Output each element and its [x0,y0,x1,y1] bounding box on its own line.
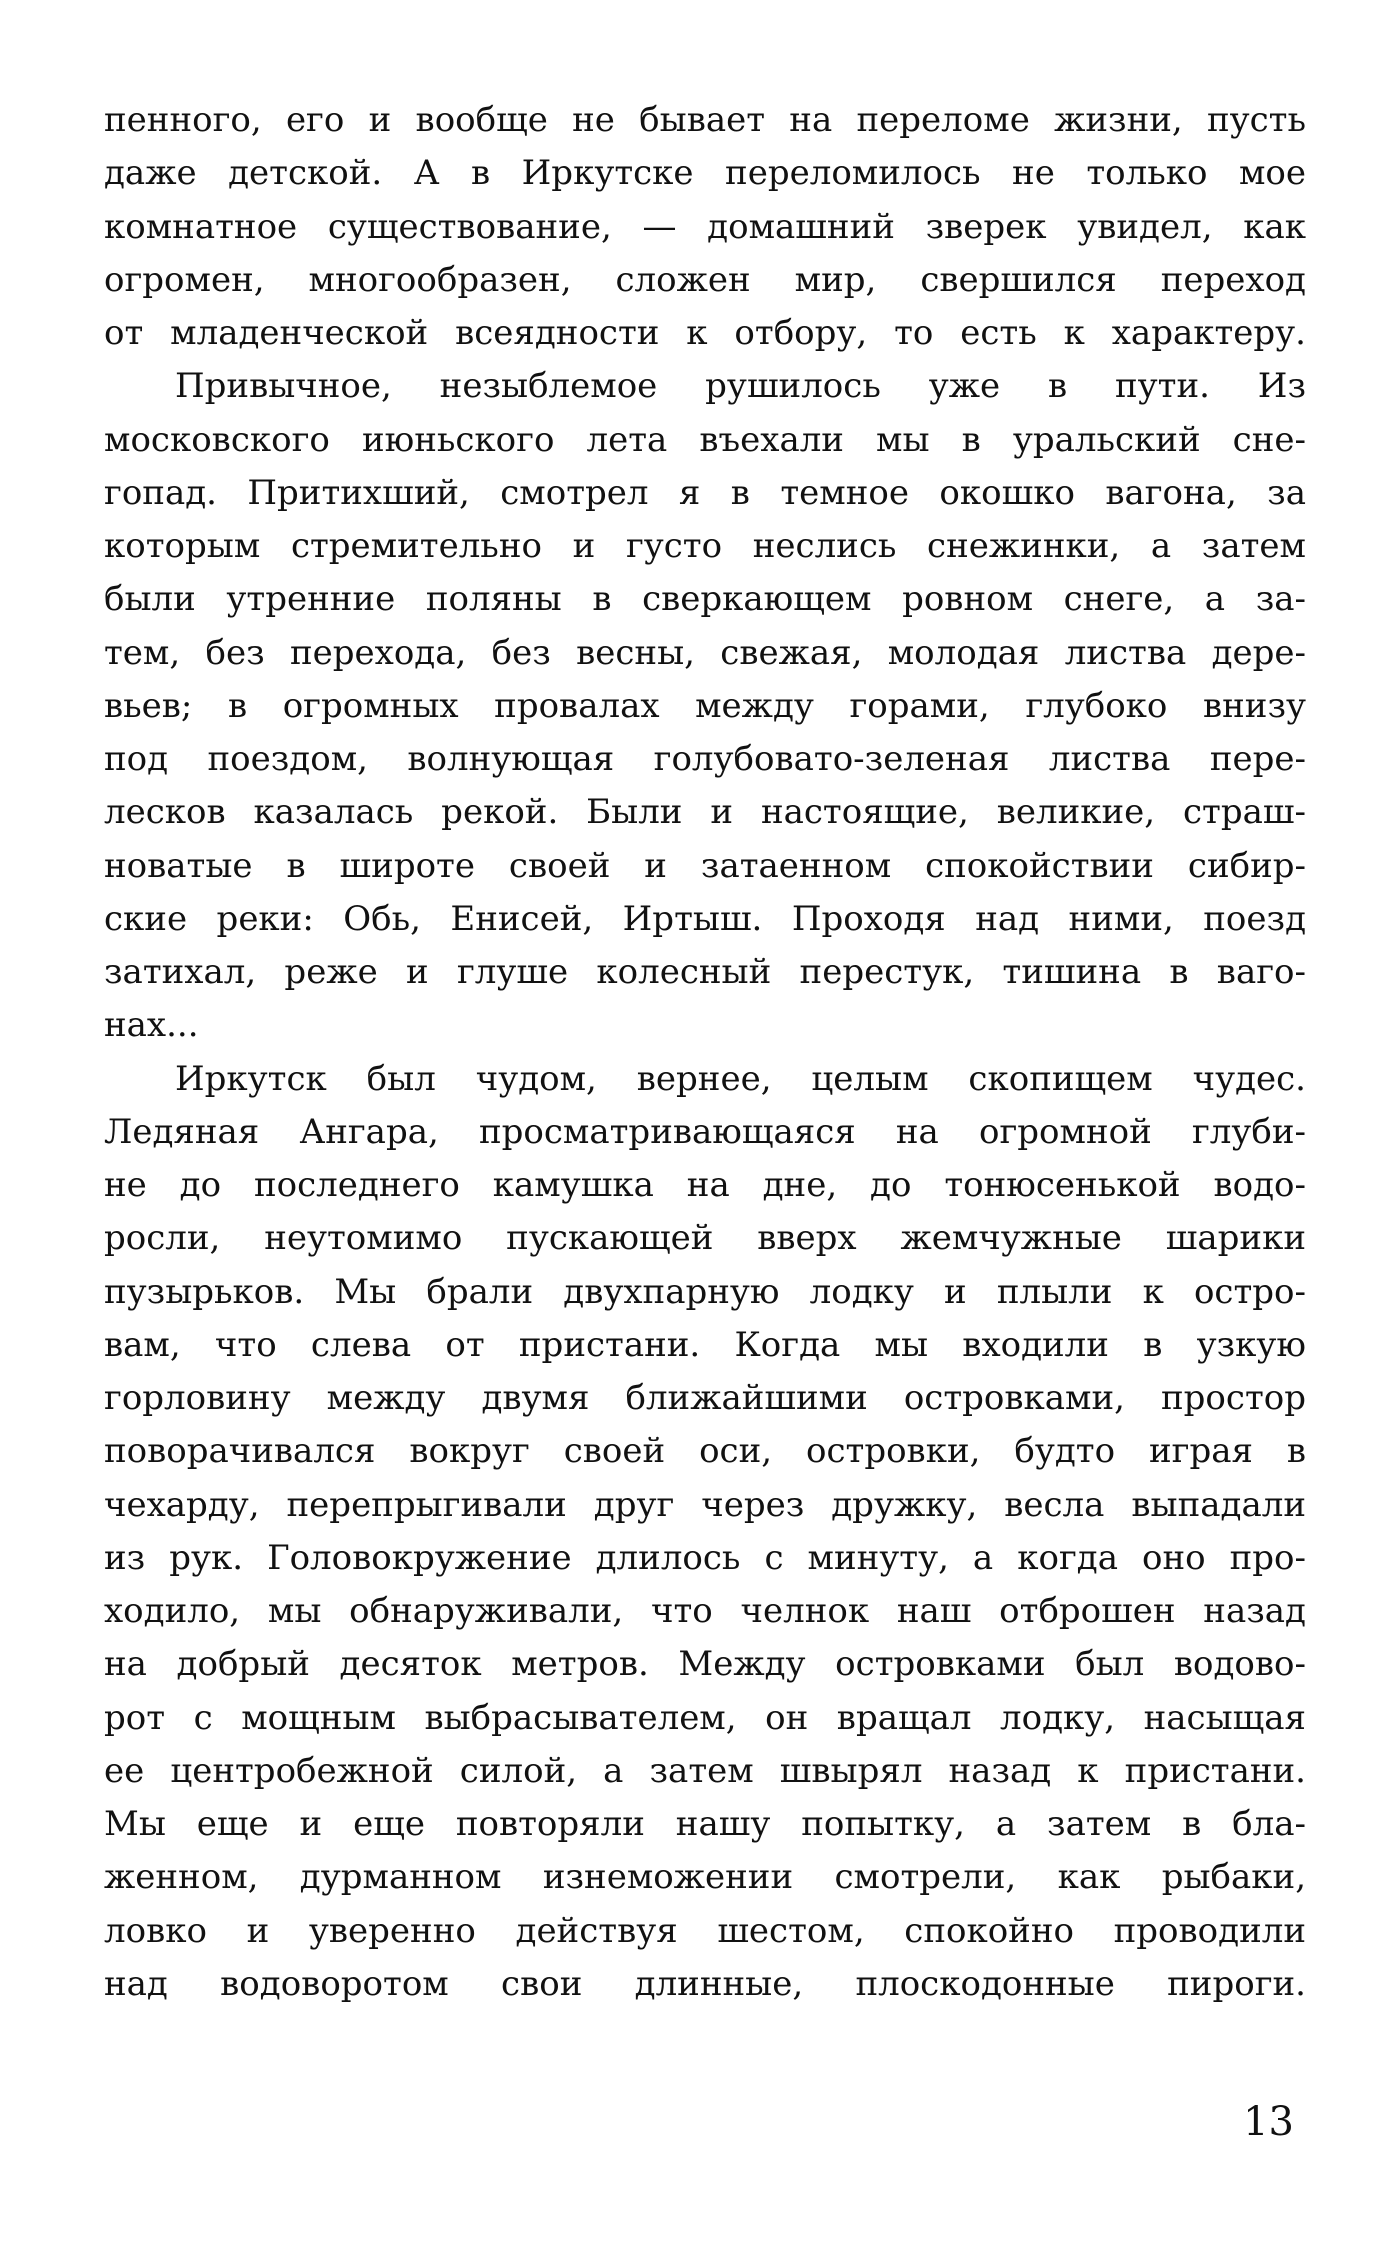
text-line: из рук. Головокружение длилось с минуту, а когда оно про- [104,1537,1306,1578]
text-line: на добрый десяток метров. Между островками был водово- [104,1644,1306,1685]
text-line: нах... [104,1005,199,1046]
text-line: новатые в широте своей и затаенном спокойствии сибир- [104,845,1306,886]
page-number: 13 [1243,2099,1294,2145]
text-line: московского июньского лета въехали мы в уральский сне- [104,419,1306,460]
text-line: чехарду, перепрыгивали друг через дружку, весла выпадали [104,1484,1306,1525]
text-line: ские реки: Обь, Енисей, Иртыш. Проходя над ними, поезд [104,898,1306,939]
text-line: поворачивался вокруг своей оси, островки, будто играя в [104,1431,1306,1472]
text-line: над водоворотом свои длинные, плоскодонные пироги. [104,1963,1306,2004]
text-line: ловко и уверенно действуя шестом, спокойно проводили [104,1910,1306,1951]
text-line: Ледяная Ангара, просматривающаяся на огромной глуби- [104,1111,1306,1152]
text-line: не до последнего камушка на дне, до тонюсенькой водо- [104,1165,1306,1205]
text-line: росли, неутомимо пускающей вверх жемчужные шарики [104,1218,1306,1259]
text-line: даже детской. А в Иркутске переломилось не только мое [104,153,1306,194]
text-line: от младенческой всеядности к отбору, то есть к характеру. [104,313,1306,353]
text-line: были утренние поляны в сверкающем ровном снеге, а за- [104,579,1306,620]
text-line: тем, без перехода, без весны, свежая, молодая листва дере- [104,632,1306,673]
text-line: вам, что слева от пристани. Когда мы входили в узкую [104,1324,1306,1365]
text-line: гопад. Притихший, смотрел я в темное окошко вагона, за [104,472,1306,513]
text-line: пузырьков. Мы брали двухпарную лодку и плыли к остро- [104,1271,1306,1312]
text-line: Привычное, незыблемое рушилось уже в пути. Из [175,366,1306,407]
text-line: женном, дурманном изнеможении смотрели, как рыбаки, [104,1857,1306,1898]
text-line: комнатное существование, — домашний зверек увидел, как [104,206,1306,247]
text-line: затихал, реже и глуше колесный перестук, тишина в ваго- [104,952,1306,992]
text-block [104,94,1306,2011]
text-line: ее центробежной силой, а затем швырял назад к пристани. [104,1750,1306,1791]
text-line: лесков казалась рекой. Были и настоящие, великие, страш- [104,792,1306,833]
text-line: под поездом, волнующая голубовато-зеленая листва пере- [104,739,1306,779]
text-line: ходило, мы обнаруживали, что челнок наш отброшен назад [104,1591,1306,1631]
text-line: которым стремительно и густо неслись снежинки, а затем [104,526,1306,566]
text-line: горловину между двумя ближайшими островками, простор [104,1378,1306,1418]
text-line: Мы еще и еще повторяли нашу попытку, а затем в бла- [104,1804,1306,1844]
text-line: огромен, многообразен, сложен мир, свершился переход [104,259,1306,300]
text-line: Иркутск был чудом, вернее, целым скопищем чудес. [175,1058,1306,1099]
text-line: рот с мощным выбрасывателем, он вращал лодку, насыщая [104,1697,1306,1738]
text-line: пенного, его и вообще не бывает на переломе жизни, пусть [104,100,1306,140]
text-line: вьев; в огромных провалах между горами, глубоко внизу [104,685,1306,726]
